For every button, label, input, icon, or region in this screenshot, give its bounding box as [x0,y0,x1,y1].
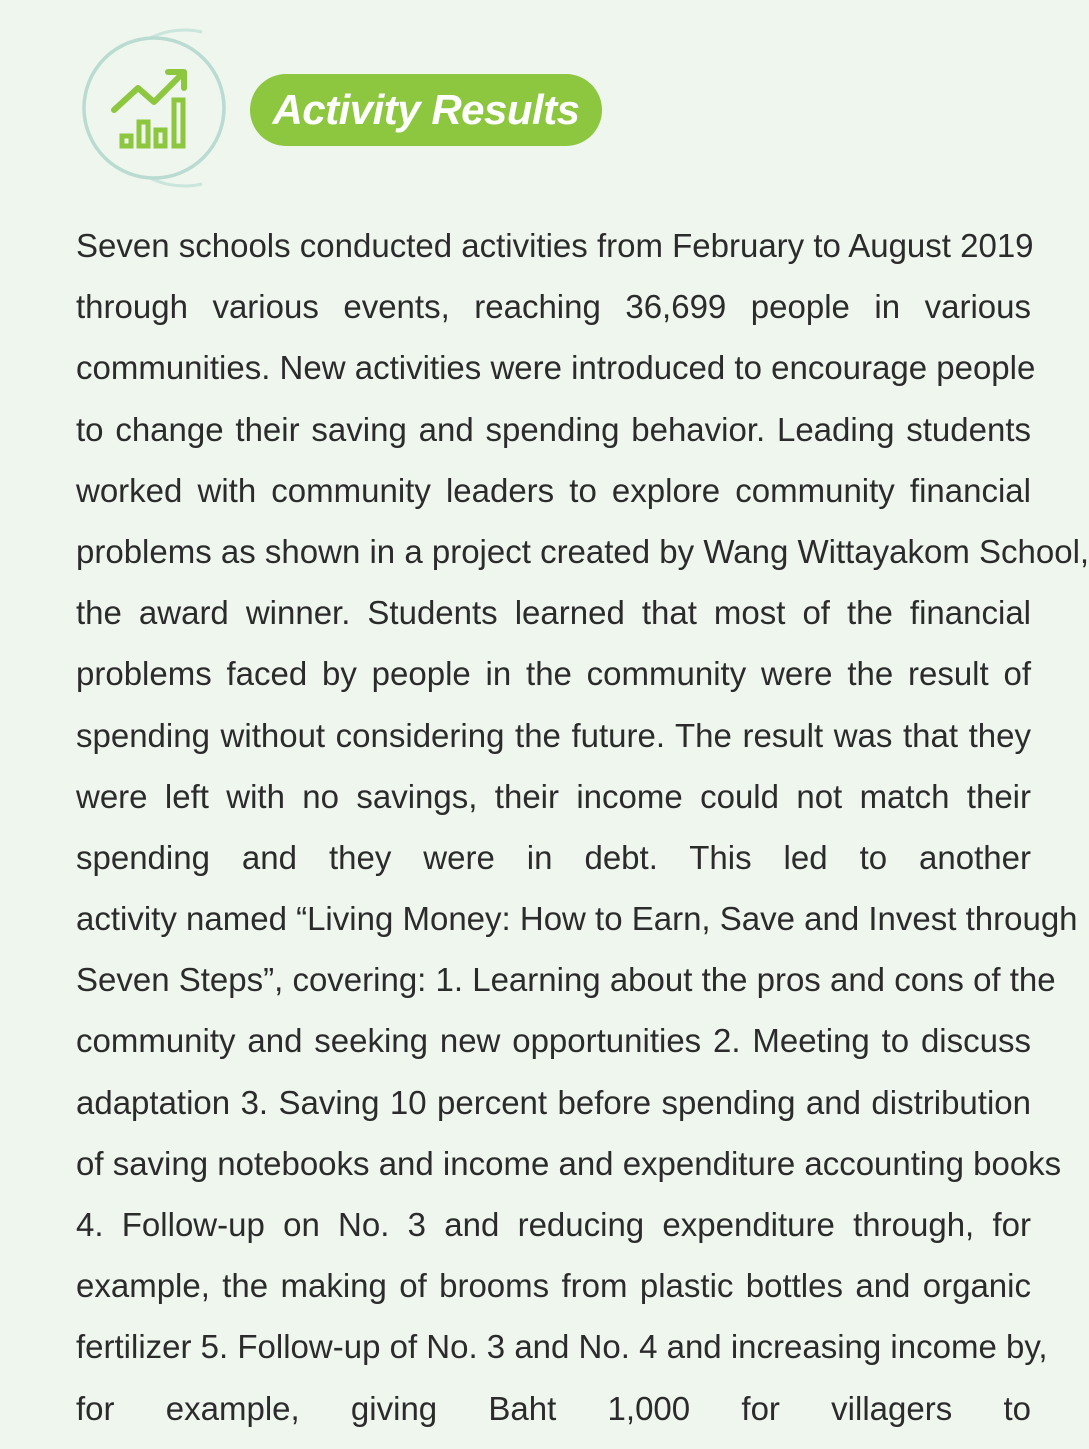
growth-chart-icon [74,22,234,194]
text-line: 4. Follow-up on No. 3 and reducing expenditure through, for [76,1206,1031,1243]
section-header [70,22,670,198]
section-title: Activity Results [272,86,580,133]
text-line: community and seeking new opportunities 2. Meeting to discuss [76,1022,1031,1060]
text-line: problems as shown in a project created by Wang Wittayakom School, [76,532,1089,570]
text-line: to change their saving and spending behavior. Leading students [76,410,1031,448]
text-line: problems faced by people in the community were the result of [76,655,1031,693]
text-line: fertilizer 5. Follow-up of No. 3 and No. 4 and increasing income by, [76,1328,1048,1366]
text-line: for example, giving Baht 1,000 for villagers to [76,1389,1031,1427]
text-line: through various events, reaching 36,699 people in various [76,288,1031,326]
text-line: the award winner. Students learned that most of the financial [76,594,1031,632]
text-line: adaptation 3. Saving 10 percent before spending and distribution [76,1083,1031,1121]
text-line: Seven Steps”, covering: 1. Learning about the pros and cons of the [76,961,1056,999]
text-line: of saving notebooks and income and expenditure accounting books [76,1144,1062,1182]
body-paragraph [76,215,1089,1439]
text-line: spending without considering the future. The result was that they [76,716,1031,754]
text-line: were left with no savings, their income could not match their [76,777,1031,815]
text-line: worked with community leaders to explore community financial [76,471,1031,509]
text-line: Seven schools conducted activities from February to August 2019 [76,227,1034,264]
text-line: spending and they were in debt. This led to another [76,838,1031,876]
text-line: communities. New activities were introduced to encourage people [76,349,1036,387]
text-line: example, the making of brooms from plastic bottles and organic [76,1267,1031,1305]
section-title-badge [250,74,602,146]
text-line: activity named “Living Money: How to Earn, Save and Invest through [76,900,1078,938]
